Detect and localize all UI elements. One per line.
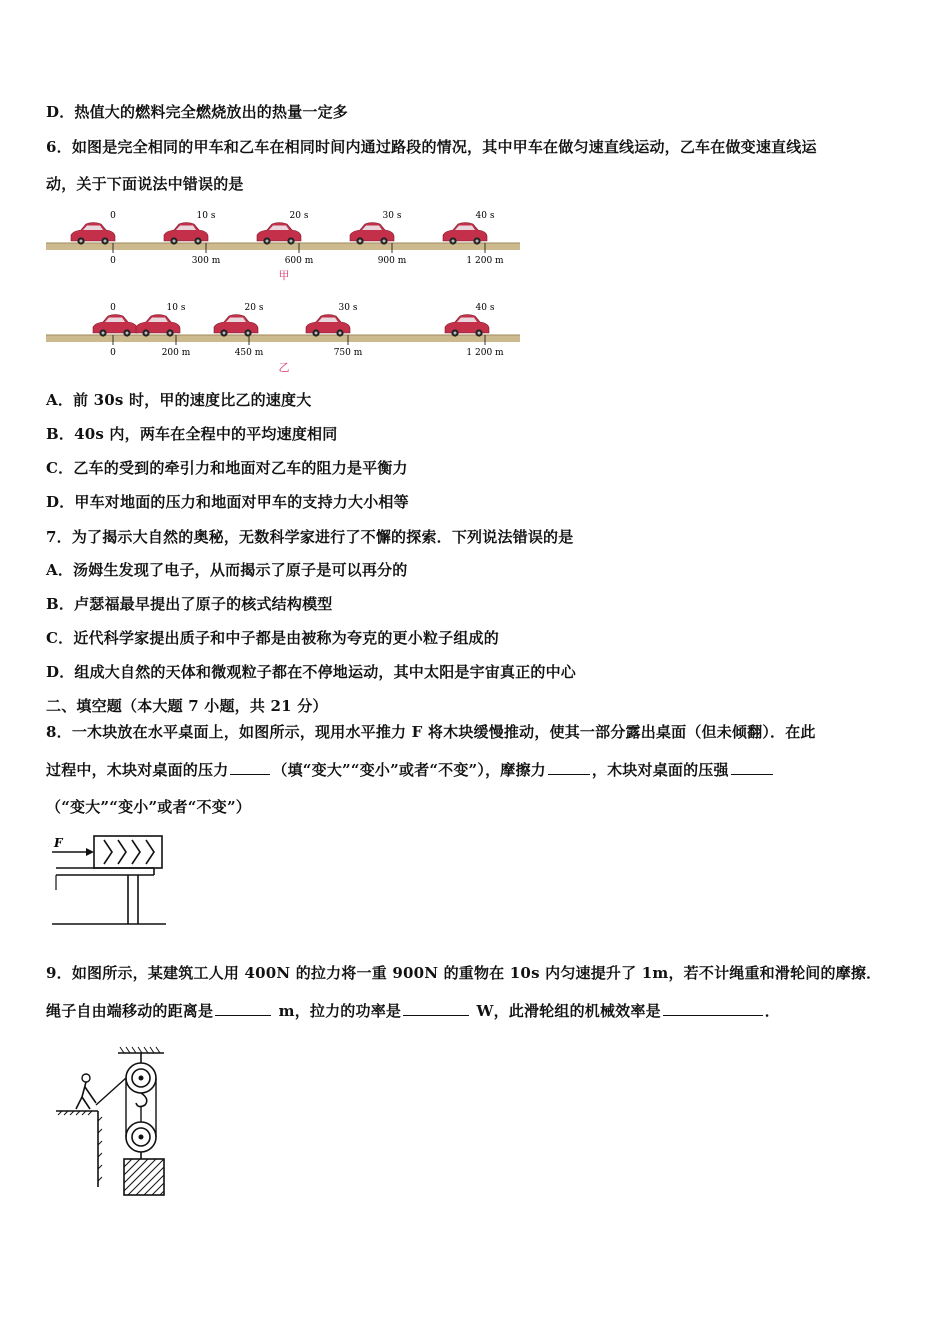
q7-option-d: D．组成大自然的天体和微观粒子都在不停地运动，其中太阳是宇宙真正的中心 bbox=[46, 663, 577, 681]
q7-option-b: B．卢瑟福最早提出了原子的核式结构模型 bbox=[46, 595, 333, 613]
yi-dist-1200: 1 200 m bbox=[466, 348, 504, 358]
jia-dist-1200: 1 200 m bbox=[466, 256, 504, 266]
q6-stem-line1: 6．如图是完全相同的甲车和乙车在相同时间内通过路段的情况，其中甲车在做匀速直线运动，乙车在做变速直线运 bbox=[46, 138, 817, 156]
q8-blank-friction[interactable] bbox=[548, 760, 590, 775]
yi-car-3 bbox=[306, 315, 350, 337]
q6-option-d: D．甲车对地面的压力和地面对甲车的支持力大小相等 bbox=[46, 493, 409, 511]
section-title: 二、填空题（本大题 7 小题，共 21 分） bbox=[46, 697, 328, 715]
pulley-figure bbox=[52, 1045, 177, 1200]
q8-line2-part-a: 过程中，木块对桌面的压力 bbox=[46, 761, 229, 779]
q7-option-a: A．汤姆生发现了电子，从而揭示了原子是可以再分的 bbox=[46, 561, 408, 579]
car-figure-jia bbox=[44, 205, 524, 285]
yi-dist-0: 0 bbox=[110, 348, 116, 358]
jia-dist-900: 900 m bbox=[377, 256, 407, 266]
yi-time-30: 30 s bbox=[338, 303, 358, 313]
q5-option-d: D．热值大的燃料完全燃烧放出的热量一定多 bbox=[46, 103, 349, 121]
q9-blank-efficiency[interactable] bbox=[663, 1001, 763, 1016]
q7-option-c: C．近代科学家提出质子和中子都是由被称为夸克的更小粒子组成的 bbox=[46, 629, 499, 647]
yi-dist-200: 200 m bbox=[161, 348, 191, 358]
q8-line2-part-b: （填“变大”“变小”或者“不变”），摩擦力 bbox=[272, 761, 546, 779]
jia-car-4 bbox=[443, 223, 487, 245]
jia-car-2 bbox=[257, 223, 301, 245]
force-label: F bbox=[54, 836, 63, 850]
yi-time-40: 40 s bbox=[475, 303, 495, 313]
jia-car-1 bbox=[164, 223, 208, 245]
q8-line2-part-c: ，木块对桌面的压强 bbox=[591, 761, 729, 779]
yi-dist-450: 450 m bbox=[234, 348, 264, 358]
jia-car-0 bbox=[71, 223, 115, 245]
jia-time-30: 30 s bbox=[382, 211, 402, 221]
q9-line1: 9．如图所示，某建筑工人用 400N 的拉力将一重 900N 的重物在 10s 内匀速提升了 1m，若不计绳重和滑轮间的摩擦． bbox=[46, 964, 882, 982]
q9-line2-part-d: ． bbox=[764, 1002, 780, 1020]
q6-stem-line2: 动，关于下面说法中错误的是 bbox=[46, 175, 244, 193]
jia-dist-300: 300 m bbox=[191, 256, 221, 266]
q6-option-c: C．乙车的受到的牵引力和地面对乙车的阻力是平衡力 bbox=[46, 459, 408, 477]
q8-stem-line1: 8．一木块放在水平桌面上，如图所示，现用水平推力 F 将木块缓慢推动，使其一部分露出桌面（但未倾翻）．在此 bbox=[46, 723, 816, 741]
q9-line2-part-a: 绳子自由端移动的距离是 bbox=[46, 1002, 214, 1020]
yi-car-1 bbox=[136, 315, 180, 337]
q9-blank-distance[interactable] bbox=[215, 1001, 271, 1016]
jia-time-10: 10 s bbox=[196, 211, 216, 221]
jia-time-40: 40 s bbox=[475, 211, 495, 221]
jia-time-20: 20 s bbox=[289, 211, 309, 221]
jia-car-3 bbox=[350, 223, 394, 245]
yi-time-20: 20 s bbox=[244, 303, 264, 313]
q8-blank-pressure-force[interactable] bbox=[230, 760, 270, 775]
q6-option-b: B．40s 内，两车在全程中的平均速度相同 bbox=[46, 425, 338, 443]
yi-car-4 bbox=[445, 315, 489, 337]
q9-line2-part-c: W，此滑轮组的机械效率是 bbox=[471, 1002, 661, 1020]
yi-car-2 bbox=[214, 315, 258, 337]
yi-time-10: 10 s bbox=[166, 303, 186, 313]
yi-label: 乙 bbox=[278, 361, 290, 374]
q8-line2 bbox=[46, 760, 775, 780]
jia-dist-600: 600 m bbox=[284, 256, 314, 266]
jia-label: 甲 bbox=[278, 269, 290, 282]
jia-time-0: 0 bbox=[110, 211, 116, 221]
q9-blank-power[interactable] bbox=[403, 1001, 469, 1016]
jia-dist-0: 0 bbox=[110, 256, 116, 266]
yi-time-0: 0 bbox=[110, 303, 116, 313]
q8-blank-pressure[interactable] bbox=[731, 760, 773, 775]
block-table-figure bbox=[46, 828, 171, 928]
yi-dist-750: 750 m bbox=[333, 348, 363, 358]
q7-stem: 7．为了揭示大自然的奥秘，无数科学家进行了不懈的探索．下列说法错误的是 bbox=[46, 528, 574, 546]
yi-car-0 bbox=[93, 315, 137, 337]
q6-option-a: A．前 30s 时，甲的速度比乙的速度大 bbox=[46, 391, 312, 409]
q9-line2-part-b: m，拉力的功率是 bbox=[273, 1002, 402, 1020]
car-figure-yi bbox=[44, 297, 524, 377]
q8-line3: （“变大”“变小”或者“不变”） bbox=[46, 798, 251, 816]
q9-line2 bbox=[46, 1001, 780, 1021]
